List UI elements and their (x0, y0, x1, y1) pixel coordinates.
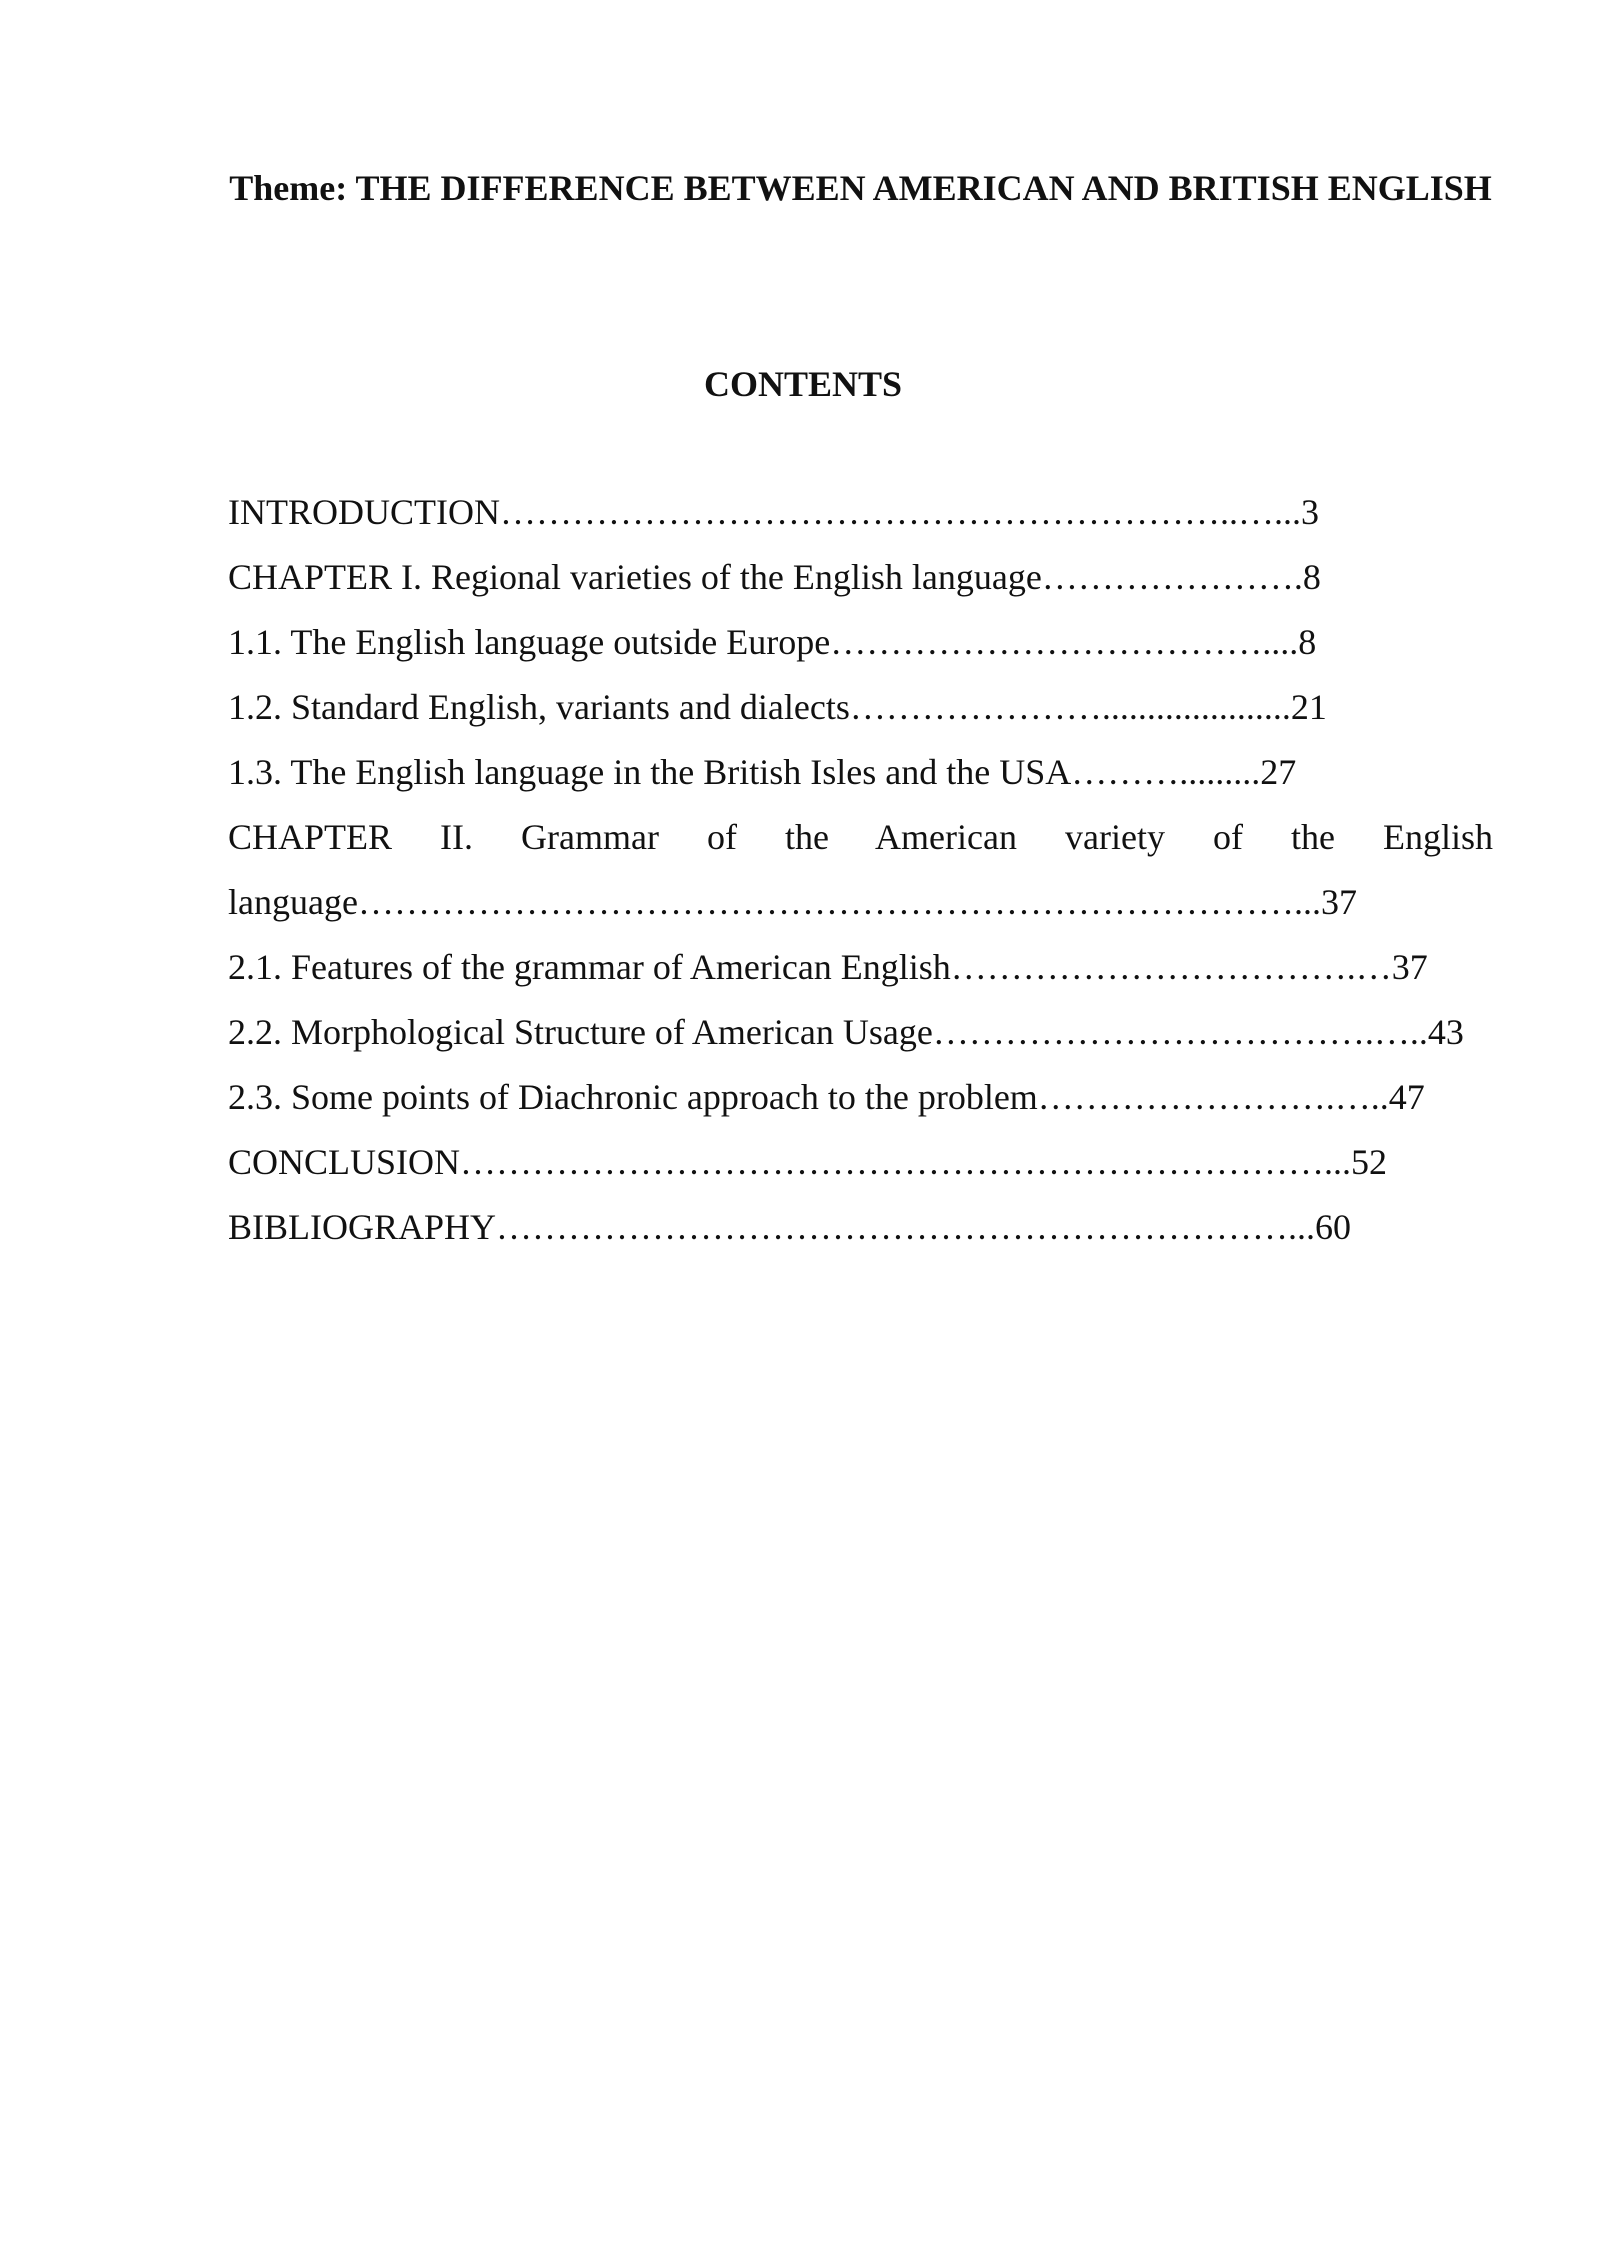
toc-entry-chapter-2: CHAPTER II. Grammar of the American variety of the English language……………………………………………………………………...37 (228, 817, 1493, 922)
theme-title: Theme: THE DIFFERENCE BETWEEN AMERICAN AND BRITISH ENGLISH (229, 168, 1492, 208)
toc-entry-2-1: 2.1. Features of the grammar of American English…………………………….…37 (228, 947, 1428, 987)
toc-entry-chapter-1: CHAPTER I. Regional varieties of the English language………………….8 (228, 557, 1321, 597)
toc-entry-2-2: 2.2. Morphological Structure of American Usage……………………………….…..43 (228, 1012, 1464, 1052)
toc-entry-bibliography: BIBLIOGRAPHY…………………………………………………………...60 (228, 1207, 1352, 1247)
toc-entry-introduction: INTRODUCTION……………………………………………………..…...3 (228, 492, 1319, 532)
table-of-contents (228, 480, 1493, 1260)
toc-entry-1-3: 1.3. The English language in the British Isles and the USA……….........27 (228, 752, 1297, 792)
toc-entry-1-2: 1.2. Standard English, variants and dialects………………….....................21 (228, 687, 1327, 727)
toc-entry-2-3: 2.3. Some points of Diachronic approach to the problem…………………….…..47 (228, 1077, 1425, 1117)
contents-heading: CONTENTS (703, 364, 903, 404)
toc-entry-conclusion: CONCLUSION………………………………………………………………...52 (228, 1142, 1388, 1182)
toc-entry-1-1: 1.1. The English language outside Europe………………………………....8 (228, 622, 1317, 662)
